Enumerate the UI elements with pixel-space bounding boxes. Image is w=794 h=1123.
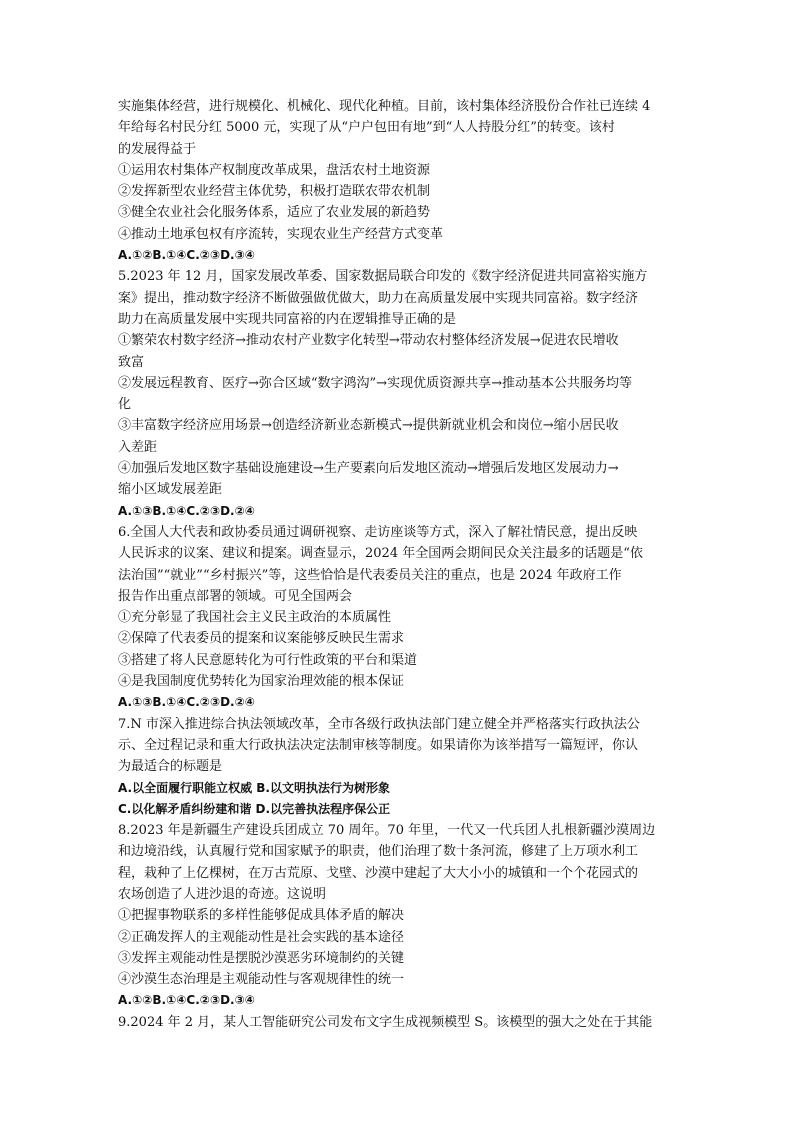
answer-options: A.①②B.①④C.②③D.③④	[118, 993, 255, 1008]
question-stem-line: 报告作出重点部署的领域。可见全国两会	[118, 588, 353, 604]
choice-statement: 致富	[118, 354, 145, 370]
answer-options: C.以化解矛盾纠纷建和谐 D.以完善执法程序保公正	[118, 801, 391, 816]
choice-statement: ③搭建了将人民意愿转化为可行性政策的平台和渠道	[118, 652, 418, 668]
choice-statement: 入差距	[118, 439, 158, 455]
choice-statement: ②正确发挥人的主观能动性是社会实践的基本途径	[118, 929, 405, 945]
choice-statement: ②发挥新型农业经营主体优势，积极打造联农带农机制	[118, 184, 431, 200]
choice-statement: ①运用农村集体产权制度改革成果，盘活农村土地资源	[118, 162, 431, 178]
question-stem-line: 5.2023 年 12 月，国家发展改革委、国家数据局联合印发的《数字经济促进共同富裕实施方	[118, 269, 648, 285]
exam-page	[118, 96, 676, 1033]
question-stem-line: 案》提出，推动数字经济不断做强做优做大，助力在高质量发展中实现共同富裕。数字经济	[118, 290, 639, 306]
question-stem-line: 农场创造了人进沙退的奇迹。这说明	[118, 886, 327, 902]
question-5	[118, 266, 676, 522]
answer-options: A.①③B.①④C.②③D.②④	[118, 503, 255, 518]
answer-options: A.以全面履行职能立权威 B.以文明执法行为树形象	[118, 780, 390, 795]
answer-options: A.①②B.①④C.②③D.③④	[118, 248, 255, 263]
question-stem-line: 的发展得益于	[118, 141, 197, 157]
question-stem-line: 示、全过程记录和重大行政执法决定法制审核等制度。如果请你为该举措写一篇短评，你认	[118, 737, 639, 753]
question-6	[118, 522, 676, 714]
question-stem-line: 法治国”“就业”“乡村振兴”等，这些恰恰是代表委员关注的重点，也是 2024 年政府工作	[118, 567, 622, 583]
answer-options: A.①③B.①④C.②③D.②④	[118, 695, 255, 710]
choice-statement: ④沙漠生态治理是主观能动性与客观规律性的统一	[118, 972, 405, 988]
question-stem-line: 和边境沿线，认真履行党和国家赋予的职责，他们治理了数十条河流，修建了上万项水利工	[118, 844, 639, 860]
question-stem-line: 7.N 市深入推进综合执法领域改革，全市各级行政执法部门建立健全并严格落实行政执法公	[118, 716, 640, 732]
question-8	[118, 820, 676, 1012]
question-stem-line: 助力在高质量发展中实现共同富裕的内在逻辑推导正确的是	[118, 311, 457, 327]
choice-statement: 缩小区域发展差距	[118, 482, 223, 498]
question-stem-line: 人民诉求的议案、建议和提案。调查显示，2024 年全国两会期间民众关注最多的话题是“依	[118, 546, 643, 562]
choice-statement: ①把握事物联系的多样性能够促成具体矛盾的解决	[118, 908, 405, 924]
question-7	[118, 714, 676, 820]
question-stem-line: 实施集体经营，进行规模化、机械化、现代化种植。目前，该村集体经济股份合作社已连续 4	[118, 99, 651, 114]
choice-statement: ④是我国制度优势转化为国家治理效能的根本保证	[118, 674, 405, 690]
choice-statement: ①繁荣农村数字经济→推动农村产业数字化转型→带动农村整体经济发展→促进农民增收	[118, 333, 619, 349]
question-stem-line: 程，栽种了上亿棵树，在万古荒原、戈壁、沙漠中建起了大大小小的城镇和一个个花园式的	[118, 865, 639, 881]
choice-statement: ④推动土地承包权有序流转，实现农业生产经营方式变革	[118, 226, 444, 242]
choice-statement: ②发展远程教育、医疗→弥合区域“数字鸿沟”→实现优质资源共享→推动基本公共服务均等	[118, 375, 632, 391]
choice-statement: 化	[118, 397, 132, 413]
question-stem-line: 6.全国人大代表和政协委员通过调研视察、走访座谈等方式，深入了解社情民意，提出反映	[118, 524, 638, 540]
choice-statement: ①充分彰显了我国社会主义民主政治的本质属性	[118, 610, 392, 626]
choice-statement: ③健全农业社会化服务体系，适应了农业发展的新趋势	[118, 205, 431, 221]
choice-statement: ④加强后发地区数字基础设施建设→生产要素向后发地区流动→增强后发地区发展动力→	[118, 461, 619, 477]
question-9	[118, 1012, 676, 1033]
choice-statement: ③丰富数字经济应用场景→创造经济新业态新模式→提供新就业机会和岗位→缩小居民收	[118, 418, 619, 434]
question-stem-line: 9.2024 年 2 月，某人工智能研究公司发布文字生成视频模型 S。该模型的强大之处在于其能	[118, 1014, 653, 1030]
choice-statement: ③发挥主观能动性是摆脱沙漠恶劣环境制约的关键	[118, 950, 405, 966]
question-stem-line: 为最适合的标题是	[118, 759, 223, 775]
choice-statement: ②保障了代表委员的提案和议案能够反映民生需求	[118, 631, 405, 647]
question-4	[118, 96, 676, 266]
question-stem-line: 年给每名村民分红 5000 元，实现了从“户户包田有地”到“人人持股分红”的转变。该村	[118, 120, 615, 136]
question-stem-line: 8.2023 年是新疆生产建设兵团成立 70 周年。70 年里，一代又一代兵团人扎根新疆沙漠周边	[118, 823, 656, 839]
